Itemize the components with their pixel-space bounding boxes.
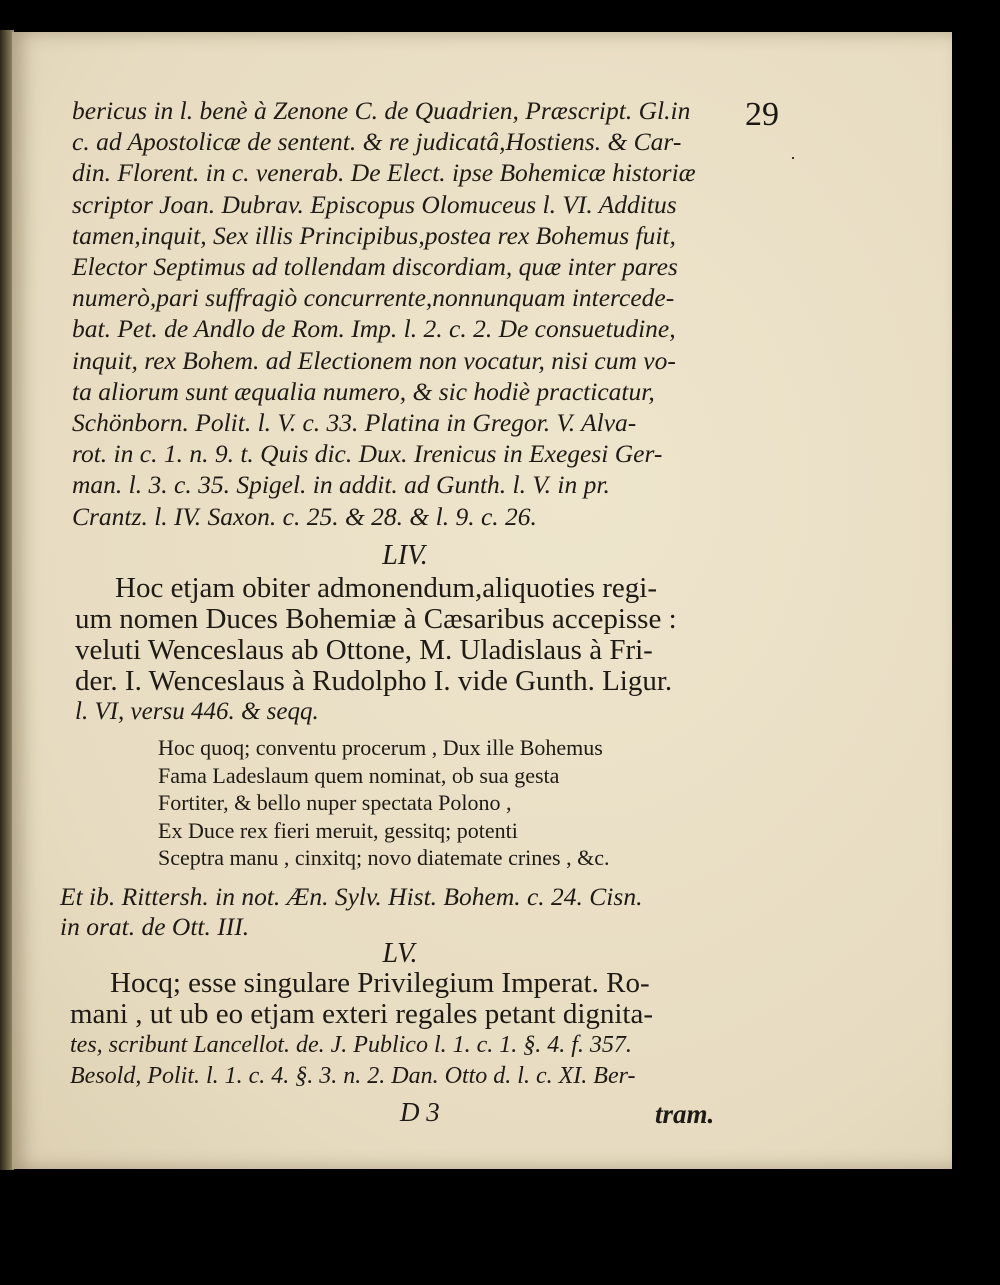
section-heading-54: LIV. — [382, 540, 428, 571]
footnote-line: numerò,pari suffragiò concurrente,nonnunquam intercede- — [72, 283, 675, 313]
footnote-line: c. ad Apostolicæ de sentent. & re judicatâ,Hostiens. & Car- — [72, 127, 682, 157]
verse-line: Sceptra manu , cinxitq; novo diatemate crines , &c. — [158, 845, 610, 870]
section-heading-55: LV. — [382, 938, 418, 969]
verse-line: Hoc quoq; conventu procerum , Dux ille Bohemus — [158, 735, 603, 760]
paragraph-line: um nomen Duces Bohemiæ à Cæsaribus accepisse : — [75, 603, 677, 635]
paragraph-line: l. VI, versu 446. & seqq. — [75, 698, 319, 725]
footnote-line: Schönborn. Polit. l. V. c. 33. Platina in Gregor. V. Alva- — [72, 408, 637, 437]
footnote-line: tamen,inquit, Sex illis Principibus,postea rex Bohemus fuit, — [72, 220, 676, 250]
paragraph-line: tes, scribunt Lancellot. de. J. Publico l. 1. c. 1. §. 4. f. 357. — [70, 1032, 632, 1058]
paragraph-line: Besold, Polit. l. 1. c. 4. §. 3. n. 2. Dan. Otto d. l. c. XI. Ber- — [70, 1063, 636, 1089]
signature-mark: D 3 — [400, 1097, 440, 1127]
footnote-line: Elector Septimus ad tollendam discordiam, quæ inter pares — [72, 252, 678, 281]
verse-line: Ex Duce rex fieri meruit, gessitq; potenti — [158, 817, 518, 843]
paragraph-line: Hocq; esse singulare Privilegium Imperat. Ro- — [110, 967, 650, 999]
paragraph-line: der. I. Wenceslaus à Rudolpho I. vide Gunth. Ligur. — [75, 665, 673, 697]
footnote-line: Crantz. l. IV. Saxon. c. 25. & 28. & l. 9. c. 26. — [72, 501, 537, 531]
footnote-line: rot. in c. 1. n. 9. t. Quis dic. Dux. Irenicus in Exegesi Ger- — [72, 439, 663, 469]
citation-line: Et ib. Rittersh. in not. Æn. Sylv. Hist. Bohem. c. 24. Cisn. — [60, 882, 643, 911]
verse-line: Fama Ladeslaum quem nominat, ob sua gesta — [158, 762, 560, 788]
citation-line: in orat. de Ott. III. — [60, 912, 250, 941]
catchword: tram. — [655, 1099, 715, 1129]
footnote-line: bericus in l. benè à Zenone C. de Quadrien, Præscript. Gl.in — [72, 96, 691, 125]
footnote-line: din. Florent. in c. venerab. De Elect. ipse Bohemicæ historiæ — [72, 158, 696, 188]
footnote-line: inquit, rex Bohem. ad Electionem non vocatur, nisi cum vo- — [72, 345, 676, 375]
margin-mark: · — [790, 148, 796, 168]
footnote-line: man. l. 3. c. 35. Spigel. in addit. ad Gunth. l. V. in pr. — [72, 470, 610, 500]
footnote-line: scriptor Joan. Dubrav. Episcopus Olomuceus l. VI. Additus — [72, 189, 677, 219]
page-number: 29 — [745, 96, 779, 133]
paragraph-line: mani , ut ub eo etjam exteri regales petant dignita- — [70, 998, 654, 1030]
footnote-line: bat. Pet. de Andlo de Rom. Imp. l. 2. c. 2. De consuetudine, — [72, 314, 676, 344]
paragraph-line: veluti Wenceslaus ab Ottone, M. Uladislaus à Fri- — [75, 634, 653, 666]
footnote-line: ta aliorum sunt æqualia numero, & sic hodiè practicatur, — [72, 376, 655, 406]
verse-line: Fortiter, & bello nuper spectata Polono , — [158, 790, 512, 815]
paragraph-line: Hoc etjam obiter admonendum,aliquoties regi- — [115, 572, 657, 604]
